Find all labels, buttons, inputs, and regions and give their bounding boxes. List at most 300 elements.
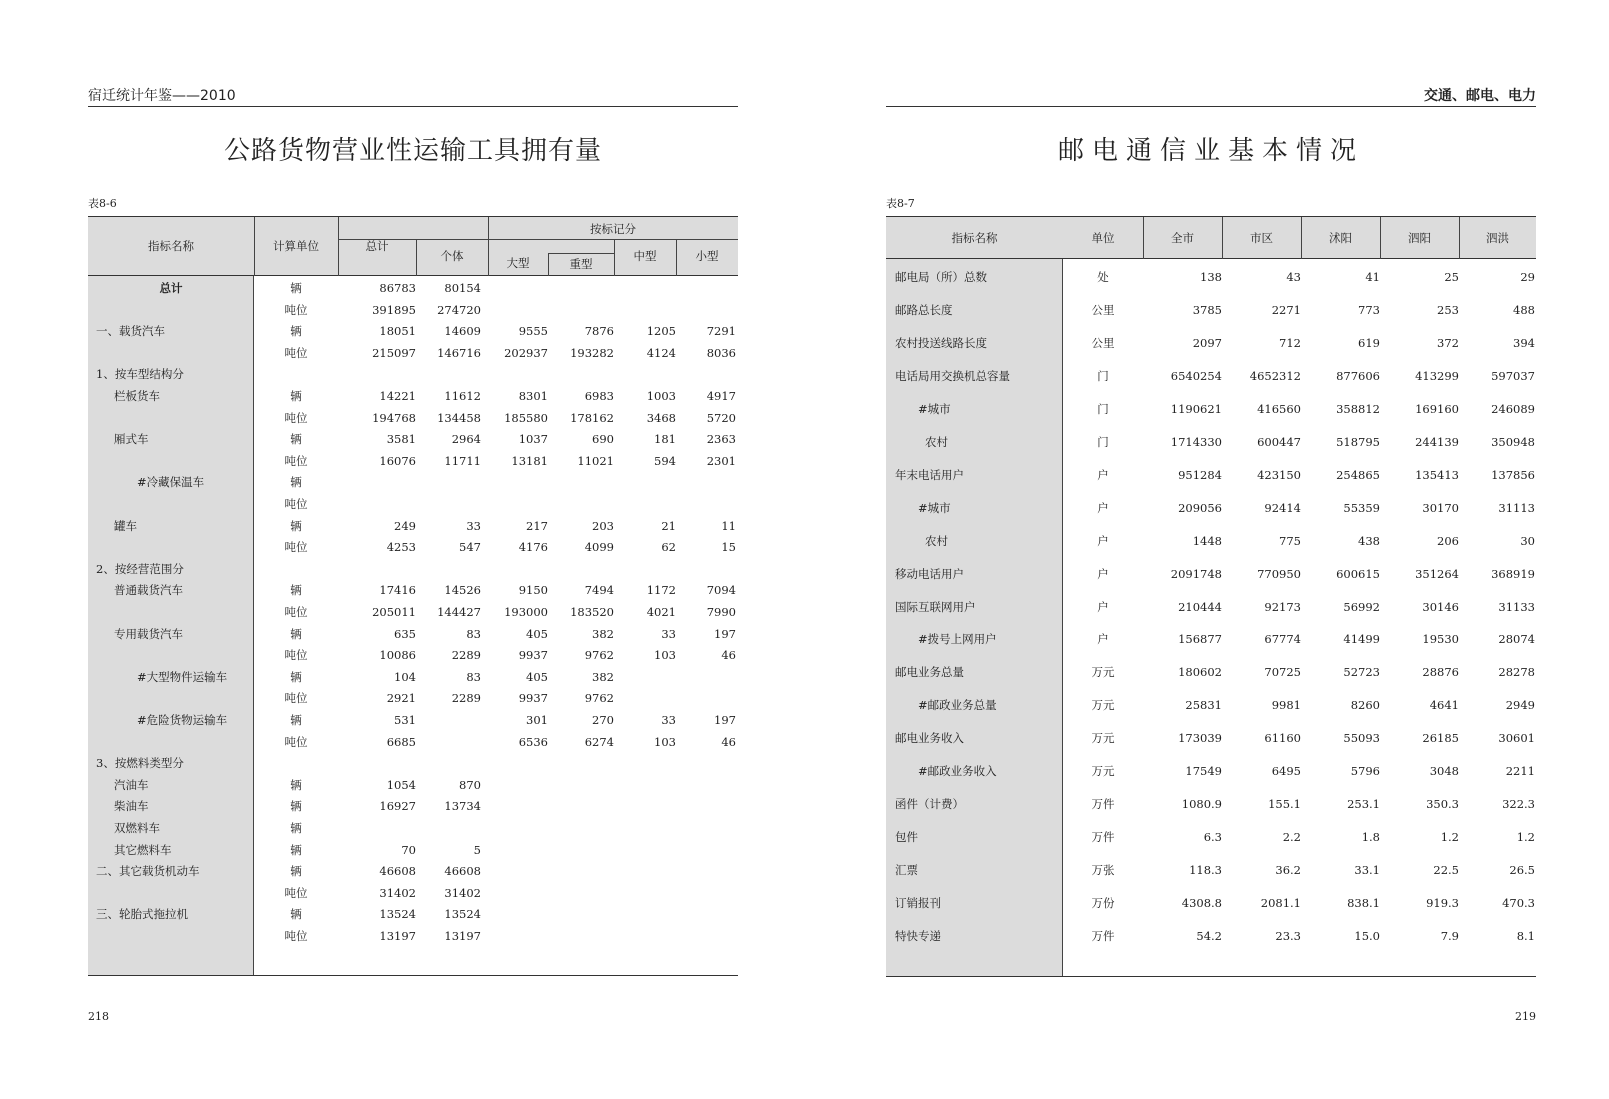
- cell-v1: 3785: [1192, 302, 1222, 317]
- cell-indiv: 13197: [444, 929, 481, 943]
- cell-name: 农村投送线路长度: [895, 335, 987, 350]
- table-row: [88, 817, 738, 840]
- cell-name: 电话局用交换机总容量: [895, 368, 1010, 383]
- cell-heavy: 382: [592, 669, 614, 684]
- chapter-title: 交通、邮电、电力: [1424, 88, 1536, 104]
- page-title: 邮电通信业基本情况: [1057, 136, 1364, 166]
- cell-v4: 244139: [1415, 434, 1459, 449]
- table-row: [886, 886, 1536, 920]
- cell-v2: 92414: [1264, 500, 1301, 515]
- header-divider: [1380, 217, 1381, 259]
- cell-v3: 15.0: [1354, 929, 1380, 943]
- cell-mid: 181: [654, 432, 676, 447]
- cell-unit: 吨位: [284, 929, 308, 943]
- cell-large: 1037: [518, 432, 548, 447]
- table-row: [88, 428, 738, 451]
- page-number: 219: [1515, 1010, 1536, 1023]
- cell-unit: 辆: [290, 864, 302, 879]
- cell-total: 391895: [372, 302, 416, 317]
- table-row: [88, 839, 738, 862]
- cell-v1: 1080.9: [1181, 797, 1222, 812]
- cell-name: 二、其它载货机动车: [96, 864, 200, 879]
- cell-name: 年末电话用户: [895, 467, 964, 482]
- cell-v4: 30170: [1422, 500, 1459, 515]
- cell-v2: 61160: [1264, 731, 1301, 746]
- table-row: [886, 919, 1536, 953]
- cell-small: 46: [721, 648, 736, 663]
- cell-name: #危险货物运输车: [137, 713, 228, 727]
- cell-mid: 3468: [646, 410, 676, 425]
- table-row: [886, 688, 1536, 722]
- cell-v4: 26185: [1422, 731, 1459, 746]
- postal-telecom-table: [886, 216, 1536, 977]
- cell-v1: 173039: [1178, 731, 1222, 746]
- cell-unit: 万元: [1091, 764, 1115, 779]
- cell-total: 13197: [379, 929, 416, 943]
- table-row: [886, 622, 1536, 656]
- cell-v5: 1.2: [1516, 830, 1535, 845]
- header-name: 指标名称: [951, 231, 998, 245]
- cell-v4: 919.3: [1426, 896, 1459, 911]
- cell-v2: 770950: [1257, 566, 1301, 581]
- header-unit: 单位: [1091, 231, 1115, 245]
- cell-v4: 4641: [1429, 698, 1459, 713]
- cell-unit: 吨位: [284, 691, 308, 706]
- cell-v3: 55359: [1343, 500, 1380, 515]
- cell-name: 农村: [925, 533, 948, 548]
- cell-v4: 350.3: [1426, 797, 1459, 812]
- cell-v5: 28074: [1498, 632, 1535, 647]
- header-rule: [548, 253, 614, 254]
- cell-v1: 25831: [1185, 698, 1222, 713]
- cell-v2: 9981: [1271, 698, 1301, 713]
- cell-heavy: 11021: [577, 453, 614, 468]
- cell-v5: 31113: [1498, 500, 1535, 515]
- cell-unit: 户: [1097, 599, 1109, 614]
- cell-v4: 7.9: [1440, 929, 1459, 943]
- cell-v5: 246089: [1491, 401, 1535, 416]
- cell-v1: 4308.8: [1181, 896, 1222, 911]
- freight-vehicle-table: [88, 216, 738, 976]
- page-title: 公路货物营业性运输工具拥有量: [223, 136, 602, 166]
- cell-unit: 辆: [290, 821, 302, 835]
- cell-heavy: 9762: [584, 691, 614, 706]
- cell-v5: 137856: [1491, 467, 1535, 482]
- cell-total: 13524: [379, 907, 416, 922]
- cell-heavy: 7876: [584, 324, 614, 339]
- cell-v1: 6540254: [1170, 368, 1222, 383]
- table-row: [886, 853, 1536, 887]
- cell-unit: 辆: [290, 799, 302, 814]
- cell-name: 1、按车型结构分: [96, 367, 184, 382]
- table-row: [88, 860, 738, 883]
- header-divider: [1143, 217, 1144, 259]
- cell-v2: 416560: [1257, 401, 1301, 416]
- table-row: [886, 491, 1536, 525]
- cell-v4: 1.2: [1440, 830, 1459, 845]
- header-divider: [1222, 217, 1223, 259]
- cell-v2: 2.2: [1282, 830, 1301, 845]
- cell-small: 7990: [706, 605, 736, 619]
- cell-unit: 辆: [290, 777, 302, 792]
- cell-v4: 413299: [1415, 368, 1459, 383]
- cell-v3: 56992: [1343, 599, 1380, 614]
- cell-total: 2921: [386, 691, 416, 706]
- table-row: [88, 342, 738, 365]
- cell-v5: 470.3: [1502, 896, 1535, 911]
- yearbook-title: 宿迁统计年鉴——2010: [88, 88, 236, 104]
- cell-large: 405: [526, 626, 548, 641]
- cell-indiv: 80154: [444, 281, 481, 295]
- cell-unit: 辆: [290, 626, 302, 641]
- table-row: [88, 601, 738, 624]
- cell-v2: 155.1: [1268, 797, 1301, 812]
- cell-unit: 公里: [1091, 335, 1115, 350]
- header-sihong: 泗洪: [1486, 231, 1509, 245]
- cell-indiv: 870: [459, 777, 481, 792]
- cell-v2: 2081.1: [1260, 896, 1301, 911]
- table-row: [88, 644, 738, 667]
- table-row: [886, 721, 1536, 755]
- cell-large: 185580: [504, 410, 548, 425]
- cell-total: 16927: [379, 799, 416, 814]
- cell-large: 4176: [518, 540, 548, 555]
- cell-name: #大型物件运输车: [137, 669, 228, 684]
- cell-total: 86783: [379, 281, 416, 295]
- table-row: [88, 385, 738, 408]
- cell-small: 8036: [706, 345, 736, 360]
- cell-total: 31402: [379, 885, 416, 900]
- table-row: [886, 655, 1536, 689]
- cell-unit: 吨位: [284, 410, 308, 425]
- table-row: [886, 425, 1536, 459]
- table-row: [88, 277, 738, 300]
- table-row: [886, 787, 1536, 821]
- cell-v2: 600447: [1257, 434, 1301, 449]
- cell-v3: 52723: [1343, 665, 1380, 680]
- cell-v2: 4652312: [1249, 368, 1301, 383]
- cell-v4: 135413: [1415, 467, 1459, 482]
- table-row: [88, 623, 738, 646]
- cell-v3: 518795: [1336, 434, 1380, 449]
- cell-heavy: 193282: [570, 345, 614, 360]
- cell-v1: 6.3: [1203, 830, 1222, 845]
- cell-indiv: 11711: [444, 453, 481, 468]
- cell-v1: 1448: [1192, 533, 1222, 548]
- table-row: [886, 524, 1536, 558]
- cell-heavy: 6983: [584, 389, 614, 403]
- cell-v1: 2097: [1192, 335, 1222, 350]
- running-head-left: [88, 85, 738, 107]
- cell-v1: 180602: [1178, 665, 1222, 680]
- cell-unit: 处: [1097, 270, 1109, 284]
- cell-large: 202937: [504, 345, 548, 360]
- cell-heavy: 382: [592, 626, 614, 641]
- table-row: [88, 903, 738, 926]
- cell-mid: 21: [661, 518, 676, 533]
- right-page: [886, 0, 1536, 1099]
- table-row: [88, 536, 738, 559]
- cell-large: 193000: [504, 605, 548, 619]
- cell-v5: 2949: [1505, 698, 1535, 713]
- cell-name: 2、按经营范围分: [96, 561, 184, 576]
- cell-v1: 118.3: [1189, 863, 1222, 878]
- cell-v3: 33.1: [1354, 863, 1380, 878]
- cell-indiv: 5: [473, 842, 481, 857]
- table-row: [88, 731, 738, 754]
- cell-indiv: 274720: [437, 302, 481, 317]
- cell-name: 一、载货汽车: [96, 324, 165, 339]
- cell-total: 205011: [372, 605, 416, 619]
- cell-unit: 户: [1097, 533, 1109, 548]
- cell-indiv: 33: [466, 518, 481, 533]
- cell-total: 18051: [379, 324, 416, 339]
- cell-heavy: 6274: [584, 734, 614, 749]
- cell-unit: 万张: [1091, 863, 1115, 878]
- cell-large: 6536: [518, 734, 548, 749]
- cell-indiv: 144427: [437, 605, 481, 619]
- cell-small: 11: [721, 518, 736, 533]
- cell-unit: 万元: [1091, 665, 1115, 680]
- cell-unit: 吨位: [284, 648, 308, 663]
- cell-v4: 253: [1437, 302, 1459, 317]
- cell-small: 2301: [706, 453, 736, 468]
- header-shuyang: 沭阳: [1329, 231, 1352, 245]
- cell-v5: 30: [1520, 533, 1535, 548]
- table-row: [886, 590, 1536, 624]
- cell-heavy: 4099: [584, 540, 614, 555]
- cell-unit: 门: [1097, 368, 1109, 383]
- cell-unit: 辆: [290, 432, 302, 447]
- cell-unit: 万份: [1091, 896, 1115, 911]
- cell-v5: 26.5: [1509, 863, 1535, 878]
- table-row: [88, 774, 738, 797]
- cell-mid: 1003: [646, 389, 676, 403]
- cell-mid: 103: [654, 648, 676, 663]
- cell-total: 4253: [386, 540, 416, 555]
- cell-unit: 辆: [290, 907, 302, 922]
- cell-large: 9937: [518, 691, 548, 706]
- table-row: [88, 515, 738, 538]
- cell-total: 215097: [372, 345, 416, 360]
- cell-unit: 辆: [290, 389, 302, 403]
- table-row: [88, 407, 738, 430]
- header-rule: [488, 239, 738, 240]
- cell-indiv: 13734: [444, 799, 481, 814]
- cell-unit: 万件: [1091, 929, 1115, 943]
- cell-unit: 户: [1097, 467, 1109, 482]
- cell-large: 217: [526, 518, 548, 533]
- table-row: [88, 882, 738, 905]
- cell-v1: 156877: [1178, 632, 1222, 647]
- table-row: [886, 359, 1536, 393]
- table-row: [886, 293, 1536, 327]
- cell-name: #邮政业务总量: [918, 698, 997, 713]
- cell-mid: 4124: [646, 345, 676, 360]
- cell-small: 7291: [706, 324, 736, 339]
- cell-name: 包件: [895, 830, 918, 845]
- cell-indiv: 31402: [444, 885, 481, 900]
- cell-v3: 619: [1358, 335, 1380, 350]
- table-row: [886, 557, 1536, 591]
- table-row: [88, 363, 738, 386]
- table-row: [88, 320, 738, 343]
- header-large: 大型: [506, 256, 530, 270]
- cell-total: 46608: [379, 864, 416, 879]
- cell-v3: 773: [1358, 302, 1380, 317]
- cell-indiv: 2289: [451, 691, 481, 706]
- cell-name: 其它燃料车: [114, 842, 172, 857]
- cell-indiv: 83: [466, 669, 481, 684]
- cell-unit: 吨位: [284, 605, 308, 619]
- cell-v3: 877606: [1336, 368, 1380, 383]
- cell-v3: 5796: [1350, 764, 1380, 779]
- cell-v3: 41499: [1343, 632, 1380, 647]
- header-divider: [1301, 217, 1302, 259]
- cell-v2: 423150: [1257, 467, 1301, 482]
- header-divider: [1459, 217, 1460, 259]
- cell-unit: 辆: [290, 518, 302, 533]
- cell-v4: 169160: [1415, 401, 1459, 416]
- cell-large: 8301: [518, 389, 548, 403]
- cell-mid: 62: [661, 540, 676, 555]
- table-row: [88, 450, 738, 473]
- cell-v1: 17549: [1185, 764, 1222, 779]
- page-number: 218: [88, 1010, 109, 1023]
- table-row: [88, 709, 738, 732]
- table-row: [88, 299, 738, 322]
- cell-indiv: 2964: [451, 432, 481, 447]
- cell-v2: 23.3: [1275, 929, 1301, 943]
- cell-indiv: 14609: [444, 324, 481, 339]
- cell-name: #邮政业务收入: [918, 764, 997, 779]
- cell-small: 46: [721, 734, 736, 749]
- cell-unit: 辆: [290, 669, 302, 684]
- cell-unit: 辆: [290, 281, 302, 295]
- cell-total: 531: [394, 713, 416, 727]
- cell-unit: 吨位: [284, 885, 308, 900]
- cell-small: 197: [714, 626, 736, 641]
- cell-large: 9937: [518, 648, 548, 663]
- table-row: [886, 820, 1536, 854]
- left-page: [88, 0, 738, 1099]
- cell-name: 3、按燃料类型分: [96, 756, 184, 771]
- cell-unit: 辆: [290, 842, 302, 857]
- cell-indiv: 11612: [444, 389, 481, 403]
- header-rule: [338, 239, 488, 240]
- header-divider: [676, 239, 677, 276]
- cell-unit: 万件: [1091, 830, 1115, 845]
- cell-unit: 辆: [290, 713, 302, 727]
- cell-mid: 33: [661, 713, 676, 727]
- cell-name: #冷藏保温车: [137, 475, 205, 490]
- table-row: [88, 493, 738, 516]
- cell-name: 订销报刊: [895, 896, 941, 911]
- table-row: [886, 754, 1536, 788]
- cell-v4: 206: [1437, 533, 1459, 548]
- cell-small: 197: [714, 713, 736, 727]
- cell-v4: 351264: [1415, 566, 1459, 581]
- table-row: [886, 392, 1536, 426]
- cell-v2: 712: [1279, 335, 1301, 350]
- cell-indiv: 547: [459, 540, 481, 555]
- table-row: [88, 795, 738, 818]
- cell-v5: 394: [1513, 335, 1535, 350]
- cell-name: 函件（计费）: [895, 797, 964, 812]
- cell-v3: 253.1: [1347, 797, 1380, 812]
- header-divider: [488, 217, 489, 276]
- cell-v2: 43: [1286, 270, 1301, 284]
- table-row: [88, 925, 738, 948]
- cell-unit: 户: [1097, 500, 1109, 515]
- cell-v5: 488: [1513, 302, 1535, 317]
- cell-name: 汽油车: [114, 777, 149, 792]
- cell-total: 6685: [386, 734, 416, 749]
- cell-small: 4917: [706, 389, 736, 403]
- cell-heavy: 7494: [584, 583, 614, 598]
- cell-indiv: 2289: [451, 648, 481, 663]
- cell-name: 邮电局（所）总数: [895, 270, 987, 284]
- cell-mid: 33: [661, 626, 676, 641]
- cell-name: 三、轮胎式拖拉机: [96, 907, 188, 922]
- cell-small: 7094: [706, 583, 736, 598]
- table-header: [886, 217, 1536, 259]
- cell-mid: 1172: [646, 583, 676, 598]
- table-row: [886, 458, 1536, 492]
- cell-total: 17416: [379, 583, 416, 598]
- cell-indiv: 146716: [437, 345, 481, 360]
- cell-v3: 41: [1365, 270, 1380, 284]
- cell-unit: 门: [1097, 401, 1109, 416]
- cell-name: 栏板货车: [114, 389, 160, 403]
- cell-unit: 吨位: [284, 453, 308, 468]
- cell-v4: 28876: [1422, 665, 1459, 680]
- cell-name: #拨号上网用户: [918, 632, 997, 647]
- cell-name: 专用载货汽车: [114, 626, 183, 641]
- cell-v3: 358812: [1336, 401, 1380, 416]
- cell-heavy: 9762: [584, 648, 614, 663]
- cell-total: 70: [401, 842, 416, 857]
- cell-heavy: 690: [592, 432, 614, 447]
- cell-large: 301: [526, 713, 548, 727]
- cell-unit: 吨位: [284, 497, 308, 511]
- cell-v4: 30146: [1422, 599, 1459, 614]
- cell-small: 5720: [706, 410, 736, 425]
- cell-unit: 吨位: [284, 345, 308, 360]
- cell-total: 14221: [379, 389, 416, 403]
- cell-indiv: 83: [466, 626, 481, 641]
- cell-name: 特快专递: [895, 929, 941, 943]
- header-divider: [254, 217, 255, 276]
- running-head-right: [886, 85, 1536, 107]
- cell-v5: 322.3: [1502, 797, 1535, 812]
- cell-v1: 54.2: [1196, 929, 1222, 943]
- cell-indiv: 14526: [444, 583, 481, 598]
- cell-name: 厢式车: [114, 432, 149, 447]
- cell-v4: 25: [1444, 270, 1459, 284]
- cell-unit: 吨位: [284, 540, 308, 555]
- cell-unit: 户: [1097, 632, 1109, 647]
- cell-unit: 万件: [1091, 797, 1115, 812]
- cell-mid: 594: [654, 453, 676, 468]
- cell-name: 普通载货汽车: [114, 583, 183, 598]
- cell-v2: 67774: [1264, 632, 1301, 647]
- table-row: [88, 558, 738, 581]
- header-urban: 市区: [1250, 231, 1273, 245]
- cell-large: 9150: [518, 583, 548, 598]
- cell-name: 罐车: [114, 518, 137, 533]
- cell-indiv: 134458: [437, 410, 481, 425]
